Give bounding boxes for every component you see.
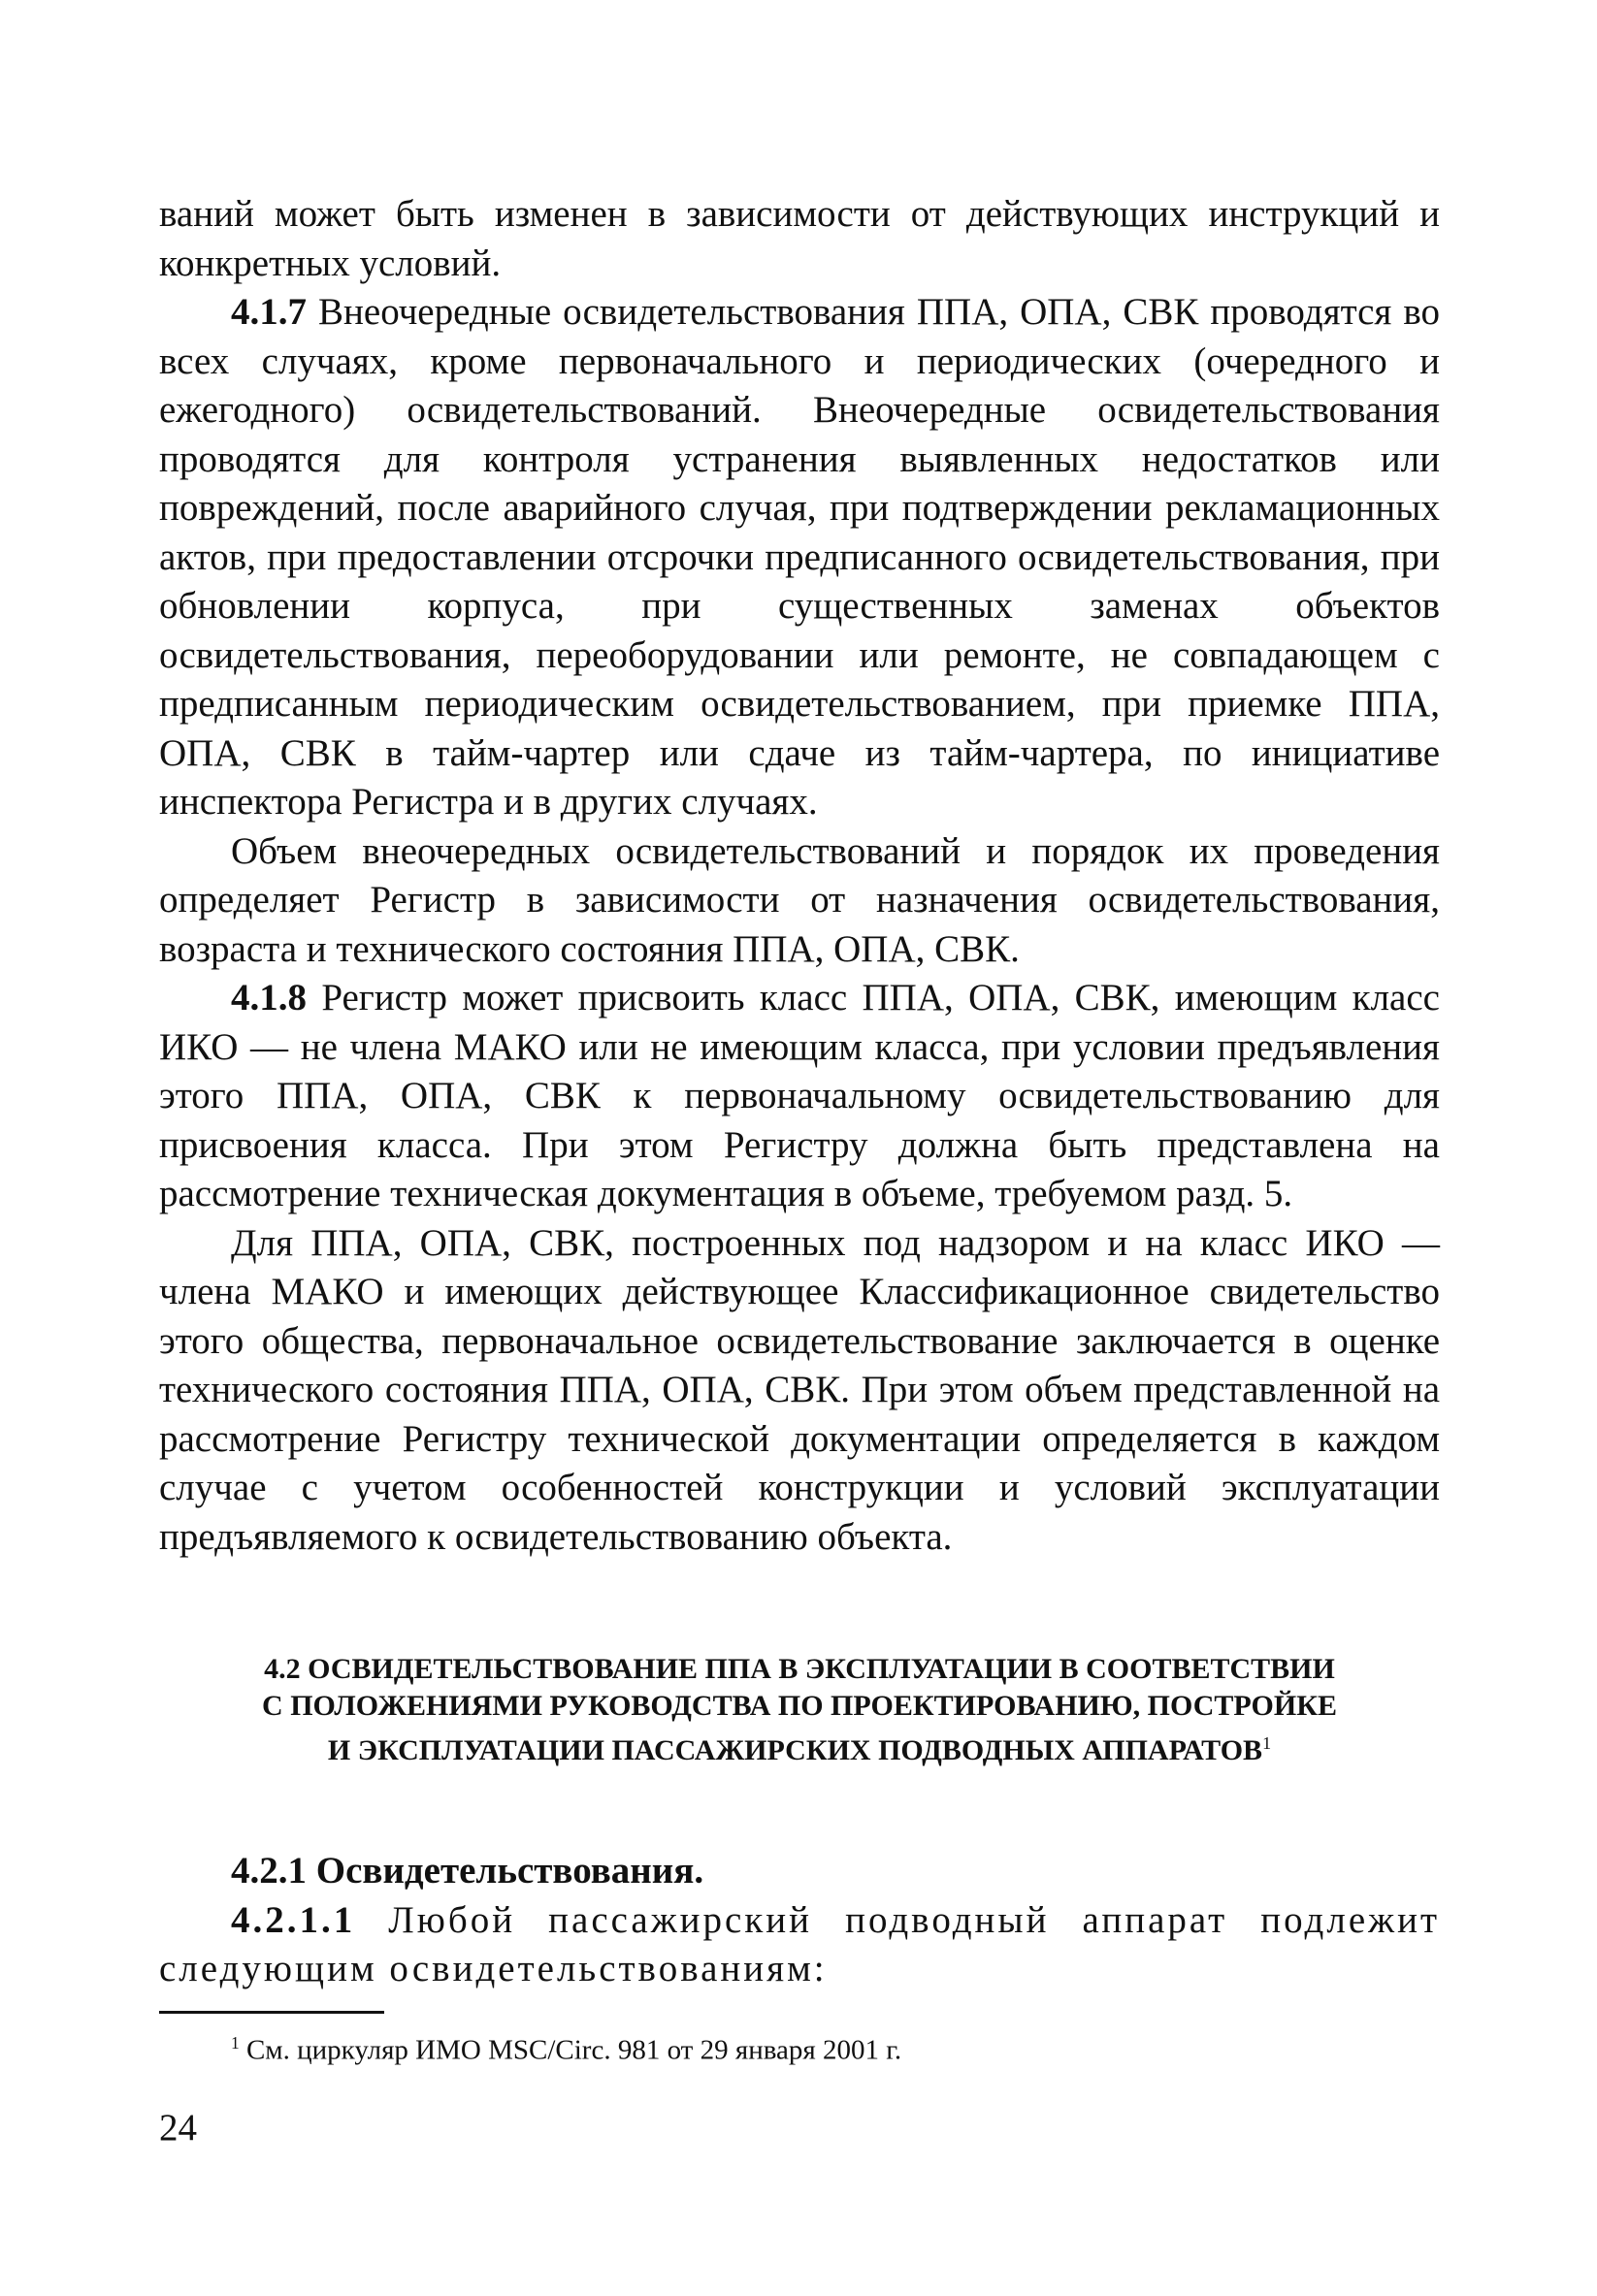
clause-number: 4.1.7: [231, 291, 307, 333]
paragraph-scope: Объем внеочередных освидетельствований и порядок их проведения определяет Регистр в зависимости от назначения освидетельствования, возраста и технического состояния ППА, ОПА, СВК.: [159, 829, 1440, 970]
paragraph-iacs-member: Для ППА, ОПА, СВК, построенных под надзором и на класс ИКО — члена МАКО и имеющих действующее Классификационное свидетельство этого общества, первоначальное освидетельствование заключается в оценке технического состояния ППА, ОПА, СВК. При этом объем представленной на рассмотрение Регистру технической документации определяется в каждом случае с учетом особенностей конструкции и условий эксплуатации предъявляемого к освидетельствованию объекта.: [159, 1221, 1440, 1558]
footnote-reference: 1: [1262, 1733, 1272, 1753]
section-heading-line: С ПОЛОЖЕНИЯМИ РУКОВОДСТВА ПО ПРОЕКТИРОВАНИЮ, ПОСТРОЙКЕ: [262, 1690, 1337, 1722]
paragraph-continuation: ваний может быть изменен в зависимости от действующих инструкций и конкретных условий.: [159, 193, 1440, 284]
paragraph-4-1-7: [159, 288, 1440, 827]
clause-text: Регистр может присвоить класс ППА, ОПА, СВК, имеющим класс ИКО — не члена МАКО или не имеющим класса, при условии предъявления этого ППА, ОПА, СВК к первоначальному освидетельствованию для присвоения класса. При этом Регистру должна быть представлена на рассмотрение техническая документация в объеме, требуемом разд. 5.: [159, 977, 1440, 1214]
page-number: 24: [159, 2107, 197, 2149]
paragraph-4-1-8: [159, 974, 1440, 1219]
clause-text: Внеочередные освидетельствования ППА, ОПА, СВК проводятся во всех случаях, кроме первоначального и периодических (очередного и ежегодного) освидетельствований. Внеочередные освидетельствования проводятся для контроля устранения выявленных недостатков или повреждений, после аварийного случая, при подтверждении рекламационных актов, при предоставлении отсрочки предписанного освидетельствования, при обновлении корпуса, при существенных заменах объектов освидетельствования, переоборудовании или ремонте, не совпадающем с предписанным периодическим освидетельствованием, при приемке ППА, ОПА, СВК в тайм-чартер или сдаче из тайм-чартера, по инициативе инспектора Регистра и в других случаях.: [159, 291, 1440, 823]
page-body: [159, 190, 1440, 1994]
clause-text: Любой пассажирский подводный аппарат подлежит следующим освидетельствованиям:: [159, 1898, 1440, 1989]
section-heading-line: 4.2 ОСВИДЕТЕЛЬСТВОВАНИЕ ППА В ЭКСПЛУАТАЦИИ В СООТВЕТСТВИИ: [264, 1653, 1335, 1685]
footnote: [231, 2025, 901, 2068]
clause-number: 4.1.8: [231, 977, 307, 1019]
footnote-divider: [159, 2011, 384, 2014]
subsection-heading-4-2-1: 4.2.1 Освидетельствования.: [231, 1850, 704, 1892]
footnote-mark: 1: [231, 2033, 240, 2053]
section-heading-4-2: [159, 1651, 1440, 1769]
footnote-text: См. циркуляр ИМО MSC/Circ. 981 от 29 января 2001 г.: [239, 2034, 902, 2066]
section-heading-line: И ЭКСПЛУАТАЦИИ ПАССАЖИРСКИХ ПОДВОДНЫХ АППАРАТОВ$^1$: [327, 1733, 1272, 1766]
clause-number: 4.2.1.1: [231, 1898, 356, 1941]
paragraph-4-2-1-1: [159, 1896, 1440, 1994]
